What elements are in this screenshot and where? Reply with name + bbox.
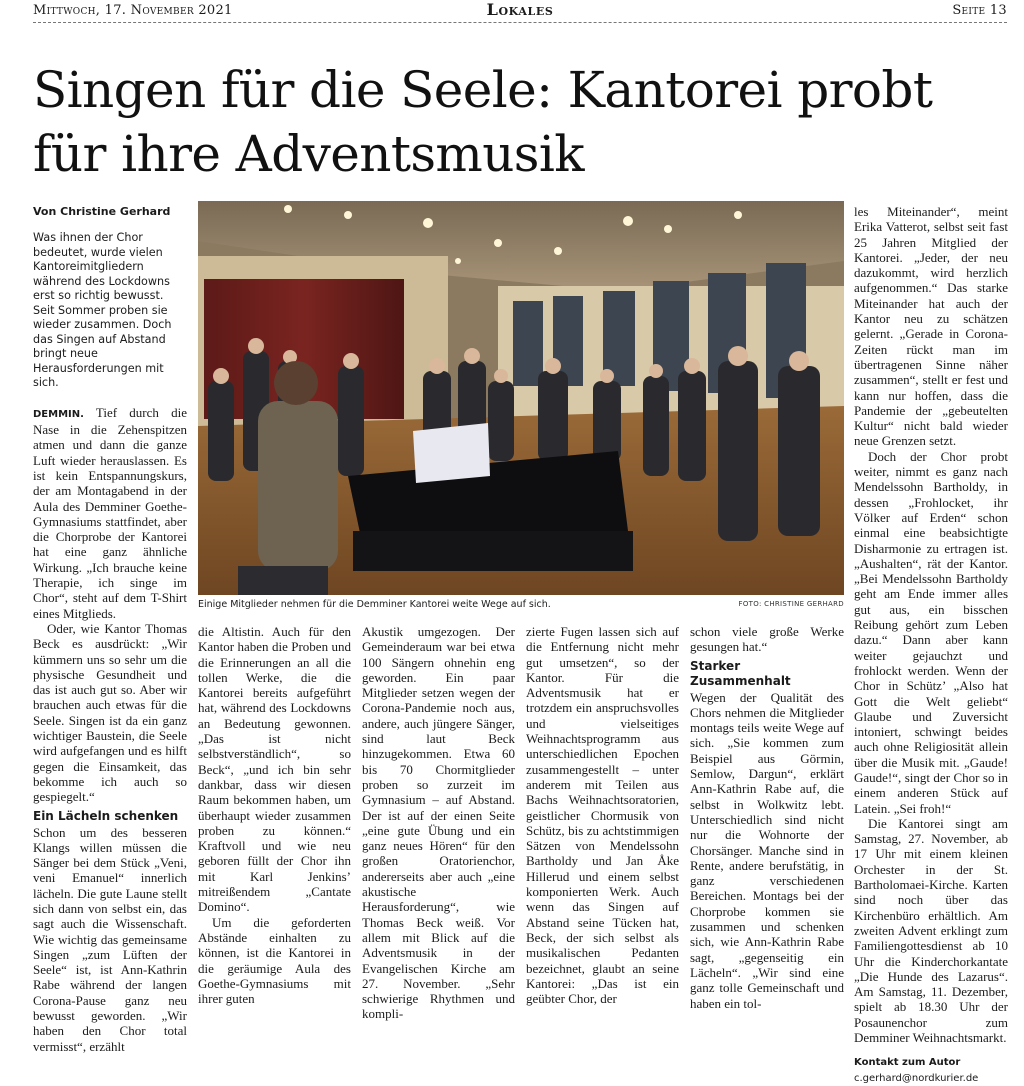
contact-email[interactable]: c.gerhard@nordkurier.de [854,1072,979,1084]
paragraph: les Miteinander“, meint Erika Vatterot, selbst seit fast 25 Jahren Mitglied der Kantorei. „Jeder, der neu dazukommt, wird herzlich aufgenommen.“ Das starke Miteinander hat auch der Kantor neu zu schätzen gelernt. „Gerade in Corona-Zeiten rückt man im übertragenen Sinne näher zusammen“, stellt er fest und kann nur hoffen, dass die Pandemie der „gebeutelten Kultur“ nicht bald wieder neue Grenzen setzt. [854,204,1008,449]
column-1 [33,204,187,1054]
paragraph: Um die geforderten Abstände einhalten zu können, ist die Kantorei in die geräumige Aula des Goethe-Gymnasiums mit ihrer guten [198,914,351,1007]
page-number: Seite 13 [952,3,1007,18]
column-6 [854,204,1008,1086]
paragraph: zierte Fugen lassen sich auf die Entfernung nicht mehr gut umsetzen“, so der Kantor. Für die Adventsmusik hat er trotzdem ein anspruchsvolles und vielseitiges Weihnachtsprogramm aus unterschiedlichen Epochen zusammengestellt – unter anderem mit Teilen aus Bachs Weihnachtsoratorien, geistlicher Chormusik von Schütz, bis zu achtstimmigen Sätzen von Mendelssohn Bartholdy und Jan Åke Hillerud und einem selbst komponierten Werk. Auch wenn das Singen auf Abstand seine Tücken hat, Beck, der sich selbst als musikalischen Pedanten bezeichnet, glaubt an seine Kantorei: „Das ist ein geübter Chor, der [526,624,679,1007]
issue-date: Mittwoch, 17. November 2021 [33,3,233,18]
subheading: Starker Zusammenhalt [690,658,791,688]
paragraph: Oder, wie Kantor Thomas Beck es ausdrückt: „Wir kümmern uns so sehr um die physische Gesundheit und das ist auch gut so. Aber wir brauchen auch etwas für die Seele. Singen ist da ein ganz wichtiger Baustein, die Seele wird aufgefangen und es hilft gegen die Einsamkeit, das bekomme ich auch so gespiegelt.“ [33,620,187,805]
choir-rehearsal-photo [198,201,844,595]
headline: Singen für die Seele: Kantorei probt für ihre Adventsmusik [33,61,933,183]
photo-caption [198,599,844,613]
teaser: Was ihnen der Chor bedeutet, wurde vielen Kantoreimitgliedern während des Lockdowns erst so richtig bewusst. Seit Sommer proben sie wieder zusammen. Doch das Singen auf Abstand bringt neue Herausforderungen mit sich. [33,231,172,390]
header-divider [33,22,1007,23]
column-2 [198,624,351,1006]
byline: Von Christine Gerhard [33,205,171,218]
paragraph: Schon um des besseren Klangs willen müssen die Sänger bei dem Stück „Veni, veni Emanuel“ innerlich lächeln. Die gute Laune stellt sich dann von selbst ein, das sagt auch die Wissenschaft. Wie wichtig das gemeinsame Singen „zum Lüften der Seele“ ist, ist Ann-Kathrin Rabe während der langen Corona-Pause ganz neu bewusst geworden. „Wir haben den Chor total vermisst“, erzählt [33,824,187,1054]
subheading: Ein Lächeln schenken [33,808,179,823]
paragraph: Doch der Chor probt weiter, nimmt es ganz nach Mendelssohn Bartholdy, in dessen „Frohlocket, ihr Völker auf Erden“ schon einmal eine beabsichtigte Disharmonie zu ertragen ist. „Aushalten“, rät der Kantor. „Bei Mendelssohn Bartholdy geht am Ende immer alles gut aus, ein bisschen Reibung gehört zum Leben dazu.“ Dann aber kann weiter gejauchzt und frohlockt werden. Wenn der Chor in Schütz’ „Also hat Gott die Welt geliebt“ Glaube und Zuversicht intoniert, schwingt beides auch ohne Religiosität allein über die Musik mit. „Gaude! Gaude!“, singt der Chor so in einem anderen Stück auf Latein. „Sei froh!“ [854,448,1008,816]
paragraph: schon viele große Werke gesungen hat.“ [690,624,844,655]
paragraph: die Altistin. Auch für den Kantor haben die Proben und die Erinnerungen an all die tollen Werke, die die Kantorei bereits aufgeführt hat, während des Lockdowns an Bedeutung gewonnen. „Das ist nicht selbstverständlich“, so Beck“, „und ich bin sehr dankbar, dass wir diesen Raum bekommen haben, um überhaupt wieder zusammen proben zu können.“ Kraftvoll und wie neu geboren füllt der Chor ihn mit Karl Jenkins’ mitreißendem „Cantate Domino“. [198,624,351,915]
contact-heading: Kontakt zum Autor [854,1057,961,1069]
column-4 [526,624,679,1006]
photo-credit: FOTO: CHRISTINE GERHARD [738,600,844,608]
column-3 [362,624,515,1022]
column-5 [690,624,844,1011]
dateline: DEMMIN. [33,408,84,420]
paragraph: Akustik umgezogen. Der Gemeinderaum war bei etwa 100 Sängern ohnehin eng geworden. Ein paar Mitglieder setzen wegen der Corona-Pandemie noch aus, andere, auch jüngere Sänger, sind laut Beck hinzugekommen. Etwa 60 bis 70 Chormitglieder proben so zurzeit im Gymnasium – auf Abstand. Der ist auf der einen Seite „eine gute Übung und ein ganz neues Hören“ für den großen Oratorienchor, andererseits aber auch „eine akustische Herausforderung“, wie Thomas Beck weiß. Vor allem mit Blick auf die Adventsmusik in der Evangelischen Kirche am 27. November. „Sehr schwierige Rhythmen und kompli- [362,624,515,1022]
section-title: Lokales [486,0,554,19]
page-header [33,0,1007,22]
paragraph: Die Kantorei singt am Samstag, 27. November, ab 17 Uhr mit einem kleinen Orchester in der St. Bartholomaei-Kirche. Karten sind noch über das Kirchenbüro erhältlich. Am zweiten Advent erklingt zum Familiengottesdienst ab 10 Uhr die Kinderchorkantate „Die Hunde des Lazarus“. Am Samstag, 11. Dezember, spielt ab 18.30 Uhr der Posaunenchor zum Demminer Weihnachtsmarkt. [854,815,1008,1046]
paragraph: DEMMIN. Tief durch die Nase in die Zehenspitzen atmen und dann die ganze Luft wieder herauslassen. Es ist kein Entspannungskurs, der am Montagabend in der Aula des Demminer Goethe-Gymnasiums stattfindet, aber die Chorprobe der Kantorei hat eine ganz ähnliche Wirkung. „Ich brauche keine Therapie, ich singe im Chor“, steht auf dem T-Shirt eines Mitglieds. [33,404,187,621]
caption-text: Einige Mitglieder nehmen für die Demminer Kantorei weite Wege auf sich. [198,599,551,610]
paragraph: Wegen der Qualität des Chors nehmen die Mitglieder montags teils weite Wege auf sich. „Sie kommen zum Beispiel aus Görmin, Semlow, Dargun“, erklärt Ann-Kathrin Rabe auf, die selbst in Wolkwitz lebt. Unterschiedlich sind nicht nur die Wohnorte der Chorsänger. Manche sind in Rente, andere berufstätig, in ganz verschiedenen Bereichen. Montags bei der Chorprobe kommen sie zusammen und schenken sich, wie Ann-Kathrin Rabe sagt, „gegenseitig ein Lächeln“. „Wir sind eine ganz tolle Gemeinschaft und haben ein tol- [690,689,844,1011]
